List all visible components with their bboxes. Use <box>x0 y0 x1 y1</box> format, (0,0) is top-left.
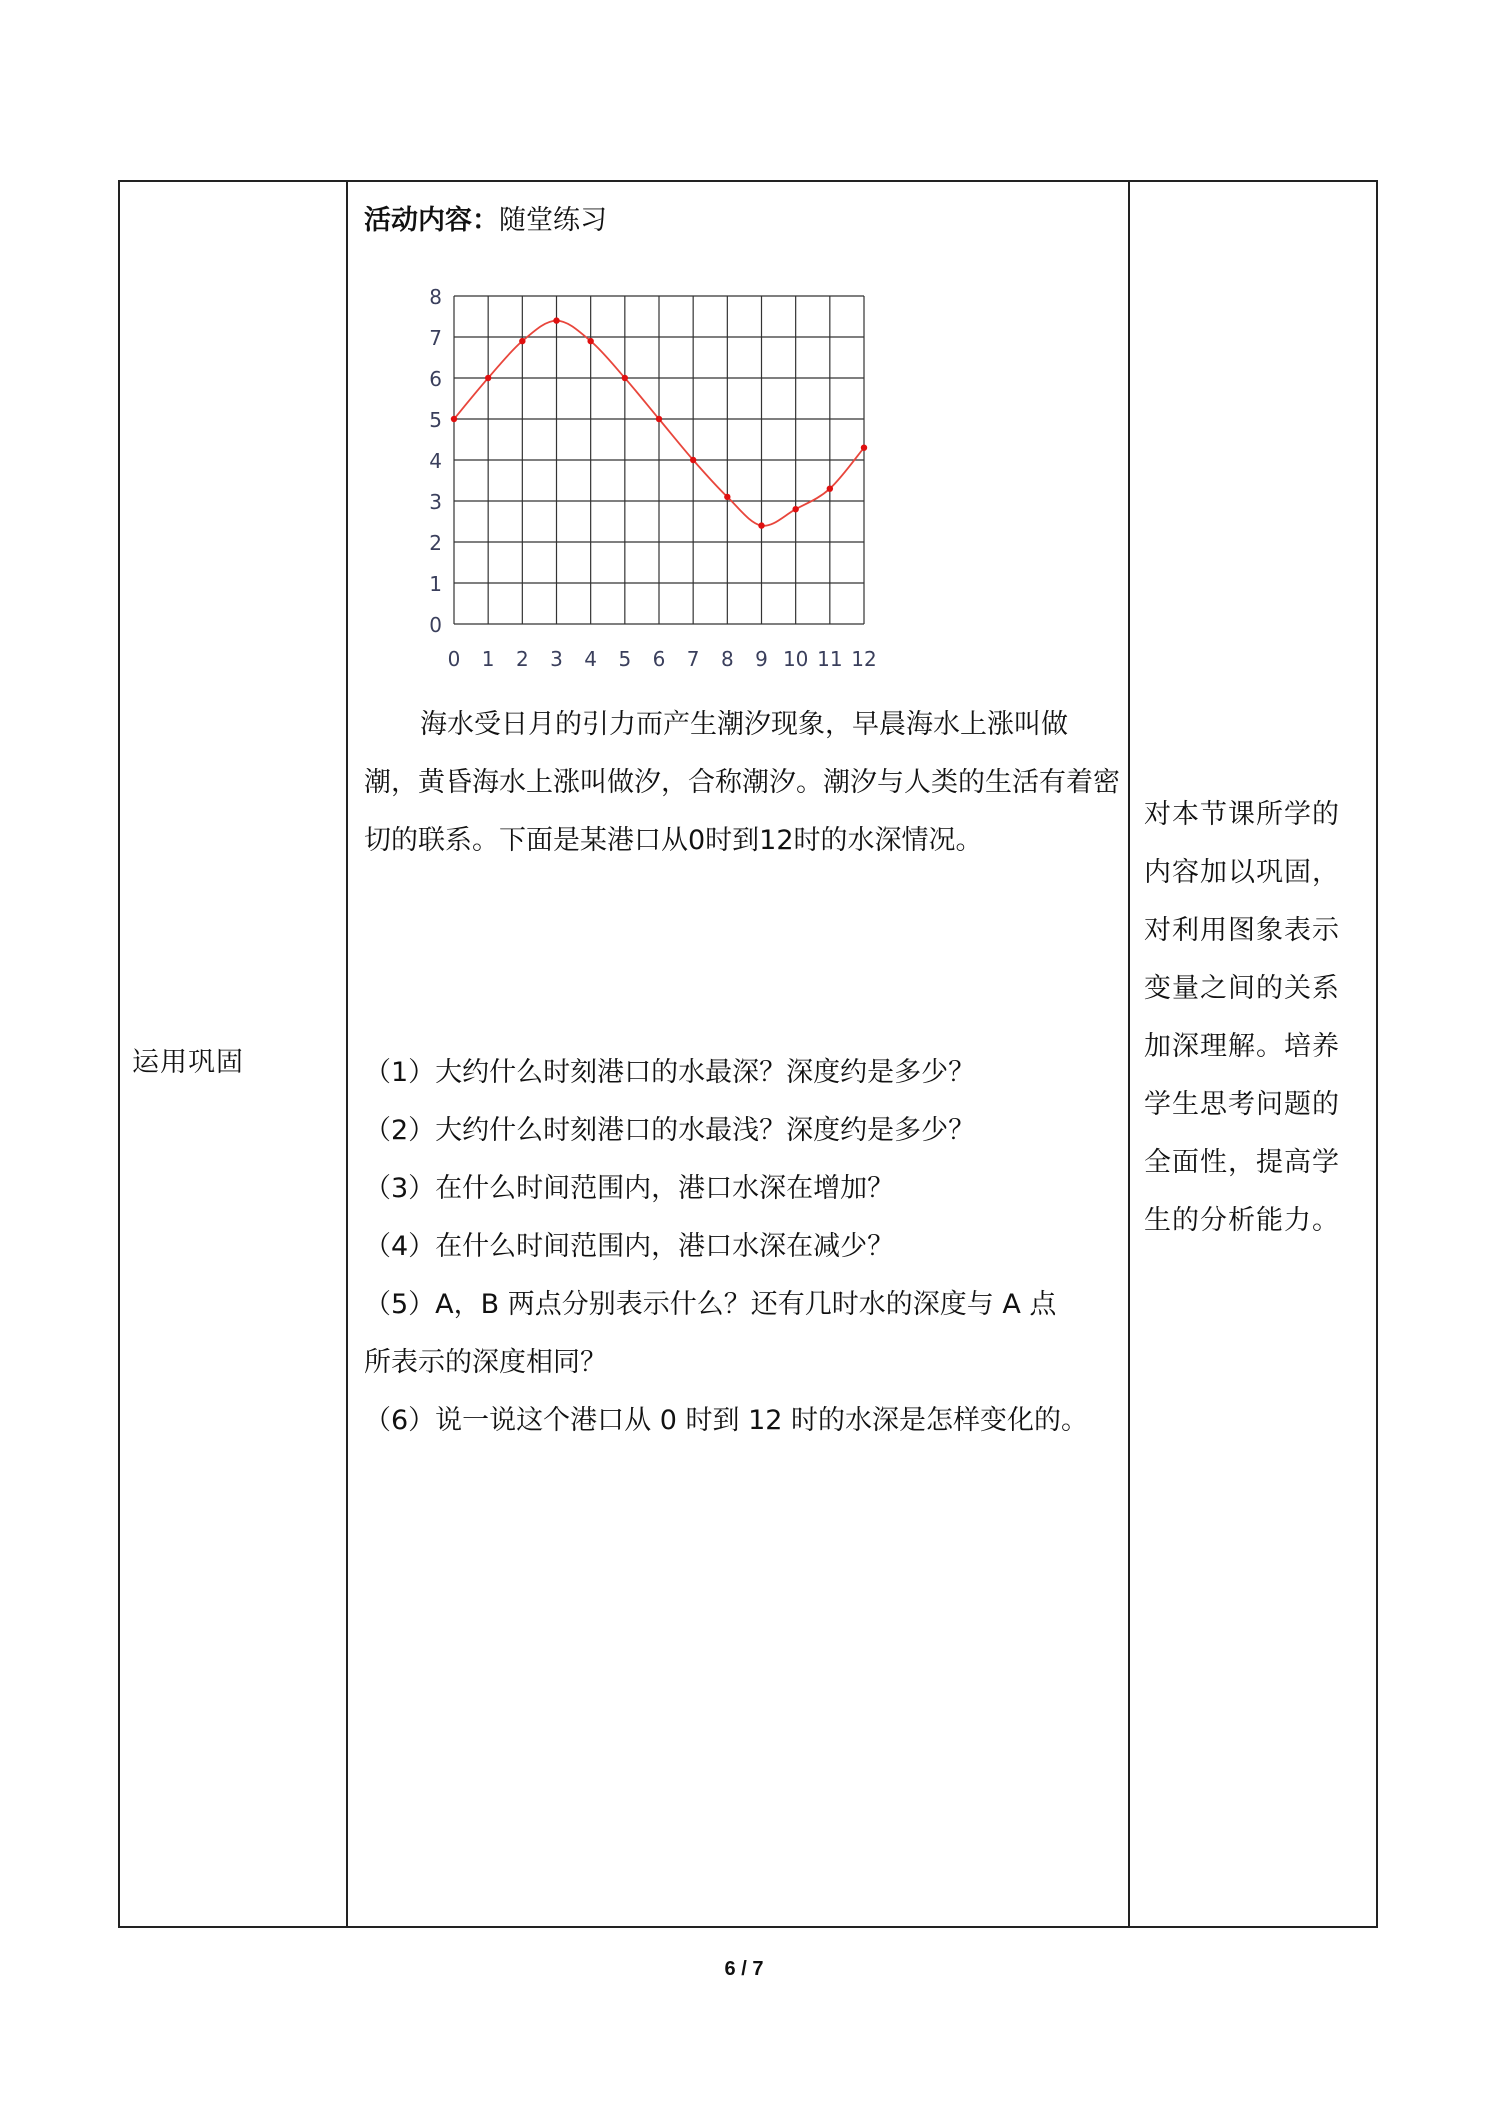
design-intent-cell <box>1130 182 1378 1926</box>
x-tick-label: 11 <box>817 647 843 671</box>
x-tick-label: 12 <box>851 647 877 671</box>
question-5: （5）A，B 两点分别表示什么？还有几时水的深度与 A 点 <box>364 1289 1057 1320</box>
intro-paragraph: 海水受日月的引力而产生潮汐现象，早晨海水上涨叫做潮，黄昏海水上涨叫做汐，合称潮汐。潮汐与人类的生活有着密切的联系。下面是某港口从0时到12时的水深情况。 <box>364 709 1120 856</box>
data-point <box>656 416 662 422</box>
section-cell <box>120 182 346 1926</box>
data-point <box>724 494 730 500</box>
y-tick-label: 3 <box>429 490 442 514</box>
y-tick-label: 0 <box>429 613 442 637</box>
data-point <box>622 375 628 381</box>
x-tick-label: 3 <box>550 647 563 671</box>
data-point <box>587 338 593 344</box>
section-label: 运用巩固 <box>132 1047 244 1078</box>
y-tick-label: 5 <box>429 408 442 432</box>
data-point <box>758 522 764 528</box>
data-point <box>451 416 457 422</box>
data-point <box>553 317 559 323</box>
question-4: （4）在什么时间范围内，港口水深在减少？ <box>364 1231 895 1262</box>
question-6: （6）说一说这个港口从 0 时到 12 时的水深是怎样变化的。 <box>364 1405 1089 1436</box>
question-5-continued: 所表示的深度相同？ <box>364 1347 607 1378</box>
data-point <box>519 338 525 344</box>
x-tick-label: 9 <box>755 647 768 671</box>
data-point <box>792 506 798 512</box>
design-intent-text: 对本节课所学的内容加以巩固，对利用图象表示变量之间的关系加深理解。培养学生思考问题的全面性，提高学生的分析能力。 <box>1144 799 1340 1236</box>
x-tick-label: 10 <box>782 647 809 671</box>
y-tick-label: 1 <box>429 572 442 596</box>
tide-depth-chart <box>414 282 884 672</box>
question-1: （1）大约什么时刻港口的水最深？深度约是多少？ <box>364 1057 976 1088</box>
y-tick-label: 8 <box>429 285 442 309</box>
page-number: 6 / 7 <box>724 1958 764 1980</box>
y-tick-label: 4 <box>429 449 442 473</box>
activity-heading-label: 活动内容： <box>364 205 499 236</box>
y-tick-label: 2 <box>429 531 442 555</box>
activity-cell <box>348 182 1128 1926</box>
data-point <box>827 486 833 492</box>
y-tick-label: 6 <box>429 367 442 391</box>
y-tick-label: 7 <box>429 326 442 350</box>
data-point <box>861 445 867 451</box>
lesson-table <box>118 180 1378 1928</box>
data-point <box>690 457 696 463</box>
question-3: （3）在什么时间范围内，港口水深在增加？ <box>364 1173 895 1204</box>
x-tick-label: 2 <box>515 647 529 671</box>
activity-heading <box>364 198 607 237</box>
x-tick-label: 6 <box>652 647 666 671</box>
x-tick-label: 8 <box>720 647 734 671</box>
data-point <box>485 375 491 381</box>
activity-heading-value: 随堂练习 <box>499 205 607 236</box>
x-tick-label: 1 <box>481 647 495 671</box>
x-tick-label: 4 <box>584 647 598 671</box>
x-tick-label: 0 <box>447 647 461 671</box>
x-tick-label: 5 <box>618 647 632 671</box>
x-tick-label: 7 <box>686 647 700 671</box>
question-2: （2）大约什么时刻港口的水最浅？深度约是多少？ <box>364 1115 976 1146</box>
